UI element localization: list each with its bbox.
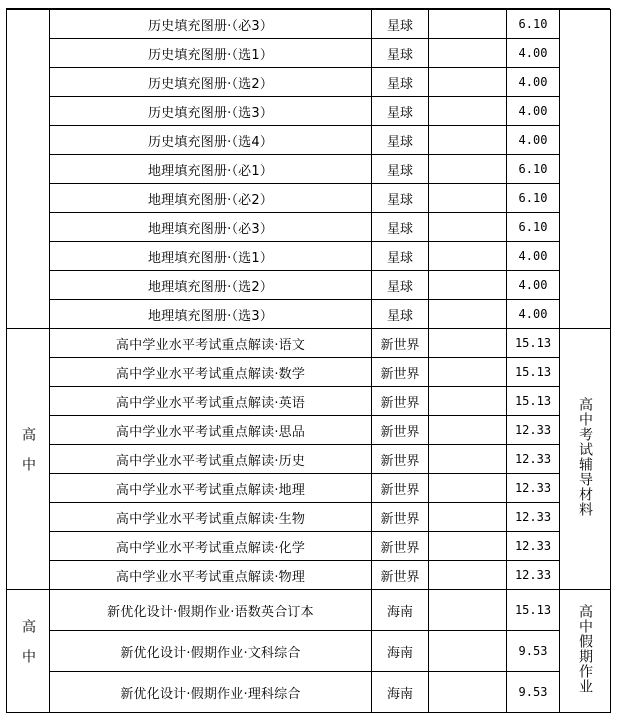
table-row bbox=[7, 126, 611, 155]
level-cell-empty bbox=[7, 10, 50, 329]
book-title: 新优化设计·假期作业·语数英合订本 bbox=[50, 590, 372, 631]
book-title: 高中学业水平考试重点解读·数学 bbox=[50, 358, 372, 387]
publisher: 星球 bbox=[372, 184, 429, 213]
price: 12.33 bbox=[507, 503, 560, 532]
book-title: 历史填充图册·（选2） bbox=[50, 68, 372, 97]
note-cell bbox=[429, 213, 507, 242]
price: 12.33 bbox=[507, 445, 560, 474]
category-cell bbox=[560, 590, 611, 713]
note-cell bbox=[429, 503, 507, 532]
book-title: 历史填充图册·（选3） bbox=[50, 97, 372, 126]
book-title: 地理填充图册·（选3） bbox=[50, 300, 372, 329]
book-title: 高中学业水平考试重点解读·思品 bbox=[50, 416, 372, 445]
book-title: 高中学业水平考试重点解读·英语 bbox=[50, 387, 372, 416]
table-row bbox=[7, 532, 611, 561]
note-cell bbox=[429, 532, 507, 561]
publisher: 新世界 bbox=[372, 503, 429, 532]
publisher: 新世界 bbox=[372, 474, 429, 503]
price: 12.33 bbox=[507, 532, 560, 561]
book-title: 新优化设计·假期作业·理科综合 bbox=[50, 672, 372, 713]
publisher: 海南 bbox=[372, 590, 429, 631]
table-row bbox=[7, 329, 611, 358]
note-cell bbox=[429, 39, 507, 68]
note-cell bbox=[429, 358, 507, 387]
table-row bbox=[7, 242, 611, 271]
price: 4.00 bbox=[507, 39, 560, 68]
price: 12.33 bbox=[507, 474, 560, 503]
price: 4.00 bbox=[507, 126, 560, 155]
category-cell-empty bbox=[560, 10, 611, 329]
note-cell bbox=[429, 300, 507, 329]
table-row bbox=[7, 300, 611, 329]
table-row bbox=[7, 97, 611, 126]
publisher: 新世界 bbox=[372, 416, 429, 445]
price: 12.33 bbox=[507, 416, 560, 445]
publisher: 星球 bbox=[372, 213, 429, 242]
note-cell bbox=[429, 387, 507, 416]
note-cell bbox=[429, 590, 507, 631]
publisher: 星球 bbox=[372, 300, 429, 329]
table-row bbox=[7, 631, 611, 672]
note-cell bbox=[429, 271, 507, 300]
book-title: 新优化设计·假期作业·文科综合 bbox=[50, 631, 372, 672]
note-cell bbox=[429, 68, 507, 97]
publisher: 海南 bbox=[372, 631, 429, 672]
book-title: 高中学业水平考试重点解读·语文 bbox=[50, 329, 372, 358]
publisher: 新世界 bbox=[372, 387, 429, 416]
category-label: 高中考试辅导材料 bbox=[577, 397, 593, 517]
note-cell bbox=[429, 474, 507, 503]
book-title: 高中学业水平考试重点解读·地理 bbox=[50, 474, 372, 503]
publisher: 星球 bbox=[372, 126, 429, 155]
table-row bbox=[7, 10, 611, 39]
note-cell bbox=[429, 561, 507, 590]
table-row bbox=[7, 39, 611, 68]
note-cell bbox=[429, 184, 507, 213]
publisher: 新世界 bbox=[372, 532, 429, 561]
table-row bbox=[7, 590, 611, 631]
table-row bbox=[7, 213, 611, 242]
note-cell bbox=[429, 445, 507, 474]
level-label: 高中 bbox=[20, 427, 36, 487]
price: 4.00 bbox=[507, 242, 560, 271]
table-row bbox=[7, 503, 611, 532]
book-title: 历史填充图册·（选1） bbox=[50, 39, 372, 68]
book-title: 历史填充图册·（必3） bbox=[50, 10, 372, 39]
price: 15.13 bbox=[507, 358, 560, 387]
note-cell bbox=[429, 329, 507, 358]
category-label: 高中假期作业 bbox=[577, 604, 593, 694]
note-cell bbox=[429, 10, 507, 39]
price: 15.13 bbox=[507, 387, 560, 416]
category-cell bbox=[560, 329, 611, 590]
publisher: 星球 bbox=[372, 68, 429, 97]
table-row bbox=[7, 387, 611, 416]
table-row bbox=[7, 68, 611, 97]
book-title: 高中学业水平考试重点解读·生物 bbox=[50, 503, 372, 532]
price: 9.53 bbox=[507, 672, 560, 713]
price: 15.13 bbox=[507, 329, 560, 358]
note-cell bbox=[429, 672, 507, 713]
table-row bbox=[7, 672, 611, 713]
price: 4.00 bbox=[507, 271, 560, 300]
book-title: 高中学业水平考试重点解读·物理 bbox=[50, 561, 372, 590]
publisher: 星球 bbox=[372, 242, 429, 271]
book-title: 地理填充图册·（必3） bbox=[50, 213, 372, 242]
note-cell bbox=[429, 155, 507, 184]
price: 4.00 bbox=[507, 68, 560, 97]
book-title: 高中学业水平考试重点解读·历史 bbox=[50, 445, 372, 474]
level-cell bbox=[7, 590, 50, 713]
price: 4.00 bbox=[507, 97, 560, 126]
table-row bbox=[7, 474, 611, 503]
table-row bbox=[7, 561, 611, 590]
book-list-table bbox=[6, 9, 611, 713]
level-cell bbox=[7, 329, 50, 590]
publisher: 星球 bbox=[372, 271, 429, 300]
note-cell bbox=[429, 416, 507, 445]
publisher: 星球 bbox=[372, 39, 429, 68]
price: 15.13 bbox=[507, 590, 560, 631]
table-row bbox=[7, 184, 611, 213]
publisher: 星球 bbox=[372, 97, 429, 126]
price: 9.53 bbox=[507, 631, 560, 672]
publisher: 新世界 bbox=[372, 561, 429, 590]
price: 6.10 bbox=[507, 155, 560, 184]
note-cell bbox=[429, 631, 507, 672]
table-row bbox=[7, 358, 611, 387]
level-label: 高中 bbox=[20, 619, 36, 679]
book-title: 地理填充图册·（必2） bbox=[50, 184, 372, 213]
publisher: 新世界 bbox=[372, 358, 429, 387]
table-row bbox=[7, 416, 611, 445]
book-title: 地理填充图册·（选1） bbox=[50, 242, 372, 271]
book-title: 高中学业水平考试重点解读·化学 bbox=[50, 532, 372, 561]
publisher: 新世界 bbox=[372, 329, 429, 358]
note-cell bbox=[429, 126, 507, 155]
price: 12.33 bbox=[507, 561, 560, 590]
book-title: 地理填充图册·（选2） bbox=[50, 271, 372, 300]
book-title: 地理填充图册·（必1） bbox=[50, 155, 372, 184]
publisher: 海南 bbox=[372, 672, 429, 713]
table-row bbox=[7, 155, 611, 184]
price: 6.10 bbox=[507, 10, 560, 39]
price: 6.10 bbox=[507, 184, 560, 213]
table-row bbox=[7, 445, 611, 474]
publisher: 星球 bbox=[372, 155, 429, 184]
table-row bbox=[7, 271, 611, 300]
note-cell bbox=[429, 97, 507, 126]
publisher: 新世界 bbox=[372, 445, 429, 474]
book-title: 历史填充图册·（选4） bbox=[50, 126, 372, 155]
price: 4.00 bbox=[507, 300, 560, 329]
publisher: 星球 bbox=[372, 10, 429, 39]
price: 6.10 bbox=[507, 213, 560, 242]
note-cell bbox=[429, 242, 507, 271]
